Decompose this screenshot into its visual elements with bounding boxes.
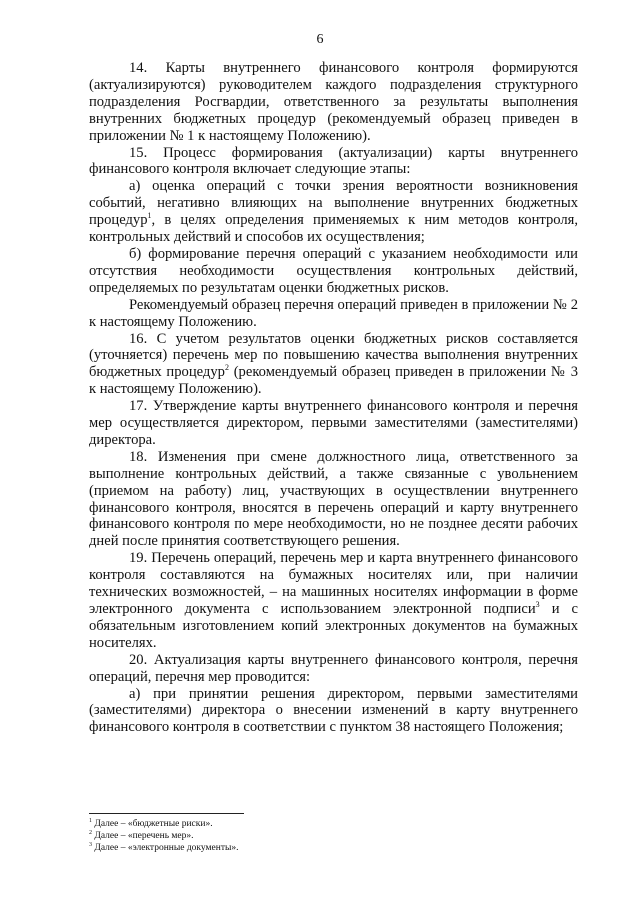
footnote-text: Далее – «бюджетные риски». [92, 819, 213, 829]
paragraph-15: 15. Процесс формирования (актуализации) карты внутреннего финансового контроля включает следующие этапы: [89, 144, 578, 178]
footnote-separator [89, 813, 244, 814]
paragraph-20: 20. Актуализация карты внутреннего финансового контроля, перечня операций, перечня мер проводится: [89, 651, 578, 685]
paragraph-18: 18. Изменения при смене должностного лица, ответственного за выполнение контрольных действий, а также связанные с увольнением (приемом на работу) лиц, участвующих в осуществлении внутреннего финансового контроля, вносятся в перечень операций и карту внутреннего финансового контроля по мере необходимости, но не позднее десяти рабочих дней после принятия соответствующего решения. [89, 448, 578, 550]
paragraph-text: а) оценка операций с точки зрения вероятности возникновения событий, негативно влияющих на выполнение внутренних бюджетных процедур [89, 178, 578, 229]
paragraph-text: , в целях определения применяемых к ним методов контроля, контрольных действий и способов их осуществления; [89, 212, 578, 246]
footnote-mark: 2 [89, 830, 92, 836]
paragraph-recommended-sample: Рекомендуемый образец перечня операций приведен в приложении № 2 к настоящему Положению. [89, 296, 578, 330]
document-body [89, 60, 578, 736]
footnote-1 [89, 818, 389, 830]
footnote-mark: 3 [89, 842, 92, 848]
paragraph-19 [89, 550, 578, 651]
footnote-text: Далее – «перечень мер». [92, 831, 194, 841]
paragraph-14: 14. Карты внутреннего финансового контроля формируются (актуализируются) руководителем каждого подразделения структурного подразделения Росгвардии, ответственного за результаты выполнения внутренних бюджетных процедур (рекомендуемый образец приведен в приложении № 1 к настоящему Положению). [89, 60, 578, 144]
footnote-3 [89, 842, 389, 854]
footnote-text: Далее – «электронные документы». [92, 843, 239, 853]
paragraph-20a: а) при принятии решения директором, первыми заместителями (заместителями) директора о внесении изменений в карту внутреннего финансового контроля в соответствии с пунктом 38 настоящего Положения; [89, 685, 578, 736]
paragraph-text: 19. Перечень операций, перечень мер и карта внутреннего финансового контроля составляются на бумажных носителях или, при наличии технических возможностей, – на машинных носителях информации в форме электронного документа с использованием электронной подписи [89, 550, 578, 617]
footnote-2 [89, 830, 389, 842]
paragraph-text: 16. С учетом результатов оценки бюджетных рисков составляется (уточняется) перечень мер по повышению качества выполнения внутренних бюджетных процедур [89, 330, 578, 381]
paragraph-15b: б) формирование перечня операций с указанием необходимости или отсутствия необходимости осуществления контрольных действий, определяемых по результатам оценки бюджетных рисков. [89, 245, 578, 296]
footnote-mark: 1 [89, 818, 92, 824]
paragraph-17: 17. Утверждение карты внутреннего финансового контроля и перечня мер осуществляется директором, первыми заместителями (заместителями) директора. [89, 398, 578, 448]
paragraph-text: (рекомендуемый образец приведен в приложении № 3 к настоящему Положению). [89, 364, 578, 398]
paragraph-16 [89, 331, 578, 399]
footnote-ref-3: 3 [535, 600, 540, 609]
footnotes [89, 818, 389, 854]
page-number: 6 [316, 32, 324, 47]
paragraph-text: и с обязательным изготовлением копий электронных документов на бумажных носителях. [89, 601, 578, 651]
paragraph-15a [89, 178, 578, 246]
footnote-ref-2: 2 [224, 363, 229, 373]
footnote-ref-1: 1 [147, 211, 152, 221]
